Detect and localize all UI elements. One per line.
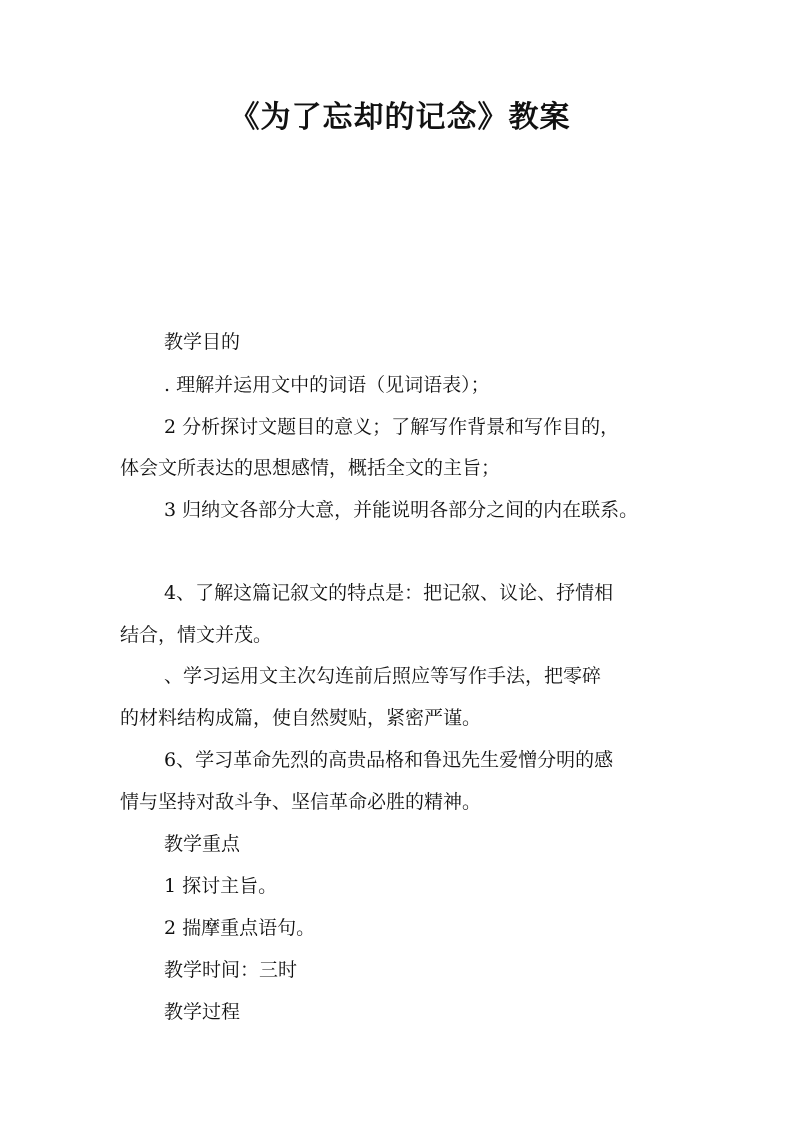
objective-5-line-1: 、学习运用文主次勾连前后照应等写作手法，把零碎 xyxy=(164,665,602,687)
objective-6-line-2: 情与坚持对敌斗争、坚信革命必胜的精神。 xyxy=(120,791,482,813)
objective-6-line-1: 6、学习革命先烈的高贵品格和鲁迅先生爱憎分明的感 xyxy=(164,749,614,771)
section-heading-objectives: 教学目的 xyxy=(164,331,241,353)
objective-4-line-2: 结合，情文并茂。 xyxy=(120,624,273,646)
objective-2-line-1: 2 分析探讨文题目的意义；了解写作背景和写作目的， xyxy=(164,416,620,438)
section-heading-process: 教学过程 xyxy=(164,1001,241,1023)
objective-1: . 理解并运用文中的词语（见词语表）； xyxy=(164,374,490,396)
key-point-1: 1 探讨主旨。 xyxy=(164,875,278,897)
document-title: 《为了忘却的记念》教案 xyxy=(229,100,571,135)
objective-2-line-2: 体会文所表达的思想感情，概括全文的主旨； xyxy=(120,457,501,479)
objective-5-line-2: 的材料结构成篇，使自然熨贴，紧密严谨。 xyxy=(120,707,482,729)
key-point-2: 2 揣摩重点语句。 xyxy=(164,917,316,939)
teaching-time: 教学时间：三时 xyxy=(164,959,298,981)
section-heading-key-points: 教学重点 xyxy=(164,833,241,855)
objective-4-line-1: 4、了解这篇记叙文的特点是：把记叙、议论、抒情相 xyxy=(164,582,614,604)
objective-3: 3 归纳文各部分大意，并能说明各部分之间的内在联系。 xyxy=(164,499,639,521)
